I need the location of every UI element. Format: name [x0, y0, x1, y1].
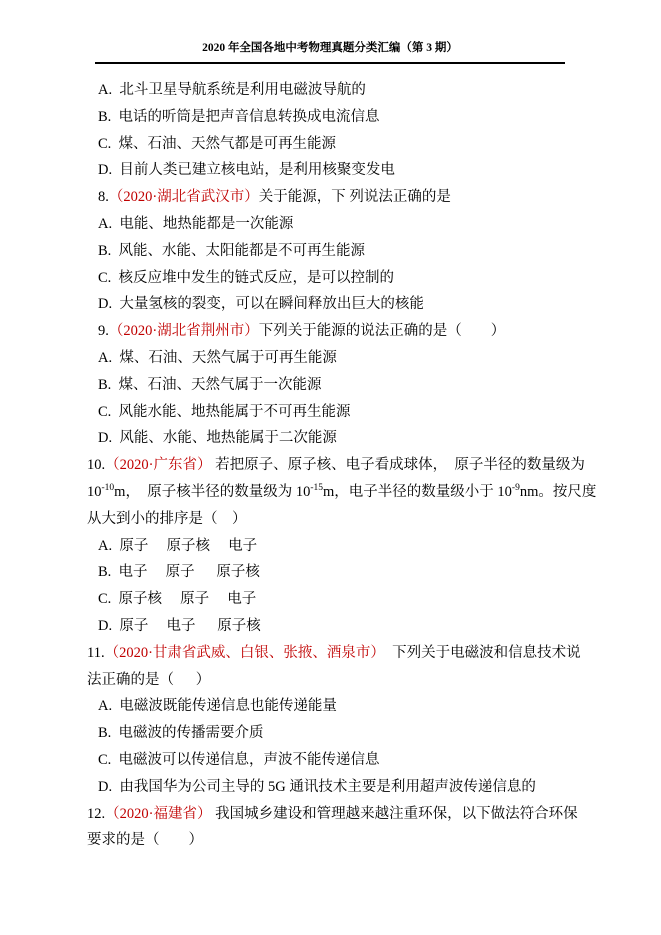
citation-segment: （2020·湖北省荆州市） [108, 323, 259, 340]
text-segment: D. 风能、水能、地热能属于二次能源 [98, 430, 337, 447]
option-line [87, 774, 641, 801]
superscript-segment: -9 [511, 483, 520, 494]
text-segment: C. 电磁波可以传递信息，声波不能传递信息 [98, 751, 380, 768]
option-line [87, 559, 641, 586]
text-segment: D. 原子 电子 原子核 [98, 617, 261, 634]
text-segment: C. 核反应堆中发生的链式反应，是可以控制的 [98, 269, 395, 286]
text-segment: m，电子半径的数量级小于 10 [323, 483, 512, 500]
text-segment: A. 原子 原子核 电子 [98, 537, 258, 554]
text-segment: 关于能源，下 列说法正确的是 [258, 189, 451, 206]
text-segment: A. 电磁波既能传递信息也能传递能量 [98, 698, 337, 715]
question-line [87, 318, 641, 345]
text-segment: 11. [87, 644, 105, 661]
text-segment: 10. [87, 457, 106, 474]
text-segment: C. 原子核 原子 电子 [98, 591, 257, 608]
text-segment: D. 大量氢核的裂变，可以在瞬间释放出巨大的核能 [98, 296, 424, 313]
document-body [87, 64, 641, 854]
text-segment: B. 风能、水能、太阳能都是不可再生能源 [98, 242, 366, 259]
option-line [87, 747, 641, 774]
text-line [87, 827, 641, 854]
text-segment: 要求的是（ ） [87, 832, 203, 849]
question-line [87, 640, 641, 667]
option-line [87, 399, 641, 426]
option-line [87, 291, 641, 318]
question-line [87, 801, 641, 828]
text-segment: 下列关于能源的说法正确的是（ ） [258, 323, 506, 340]
superscript-segment: -10 [101, 483, 115, 494]
text-segment: 若把原子、原子核、电子看成球体， 原子半径的数量级为 [211, 457, 585, 474]
text-segment: 8. [98, 189, 109, 206]
text-segment: B. 煤、石油、天然气属于一次能源 [98, 376, 322, 393]
option-line [87, 425, 641, 452]
text-segment: A. 煤、石油、天然气属于可再生能源 [98, 349, 337, 366]
text-segment: 法正确的是（ ） [87, 671, 211, 688]
text-segment: B. 电子 原子 原子核 [98, 564, 260, 581]
document-title: 2020 年全国各地中考物理真题分类汇编（第 3 期） [202, 42, 458, 54]
citation-segment: （2020·湖北省武汉市） [108, 189, 259, 206]
text-segment: 10 [87, 483, 102, 500]
option-line [87, 693, 641, 720]
text-segment: 12. [87, 805, 106, 822]
option-line [87, 586, 641, 613]
text-segment: C. 煤、石油、天然气都是可再生能源 [98, 135, 337, 152]
text-segment: 9. [98, 323, 109, 340]
text-segment: A. 北斗卫星导航系统是利用电磁波导航的 [98, 82, 366, 98]
option-line [87, 104, 641, 131]
text-segment: C. 风能水能、地热能属于不可再生能源 [98, 403, 351, 420]
text-segment: A. 电能、地热能都是一次能源 [98, 215, 294, 232]
text-segment: nm。按尺度 [519, 483, 597, 500]
text-segment: 我国城乡建设和管理越来越注重环保，以下做法符合环保 [211, 805, 578, 822]
text-segment: 从大到小的排序是（ ） [87, 510, 247, 527]
option-line [87, 131, 641, 158]
question-line [87, 452, 641, 479]
text-segment: m， 原子核半径的数量级为 10 [114, 483, 311, 500]
question-line [87, 184, 641, 211]
option-line [87, 345, 641, 372]
text-segment: B. 电磁波的传播需要介质 [98, 725, 264, 742]
option-line [87, 77, 641, 104]
text-segment: D. 目前人类已建立核电站，是利用核聚变发电 [98, 162, 395, 179]
text-segment: D. 由我国华为公司主导的 5G 通讯技术主要是利用超声波传递信息的 [98, 778, 536, 795]
text-line [87, 479, 641, 506]
text-segment: B. 电话的听筒是把声音信息转换成电流信息 [98, 108, 380, 125]
text-line [87, 506, 641, 533]
text-segment: 下列关于电磁波和信息技术说 [384, 644, 581, 661]
citation-segment: （2020·广东省） [105, 457, 212, 474]
superscript-segment: -15 [310, 483, 323, 494]
option-line [87, 720, 641, 747]
option-line [87, 265, 641, 292]
option-line [87, 238, 641, 265]
option-line [87, 372, 641, 399]
option-line [87, 533, 641, 560]
option-line [87, 157, 641, 184]
citation-segment: （2020·甘肃省武威、白银、张掖、酒泉市） [104, 644, 385, 661]
option-line [87, 211, 641, 238]
text-line [87, 667, 641, 694]
option-line [87, 613, 641, 640]
citation-segment: （2020·福建省） [105, 805, 212, 822]
document-header [95, 0, 565, 64]
